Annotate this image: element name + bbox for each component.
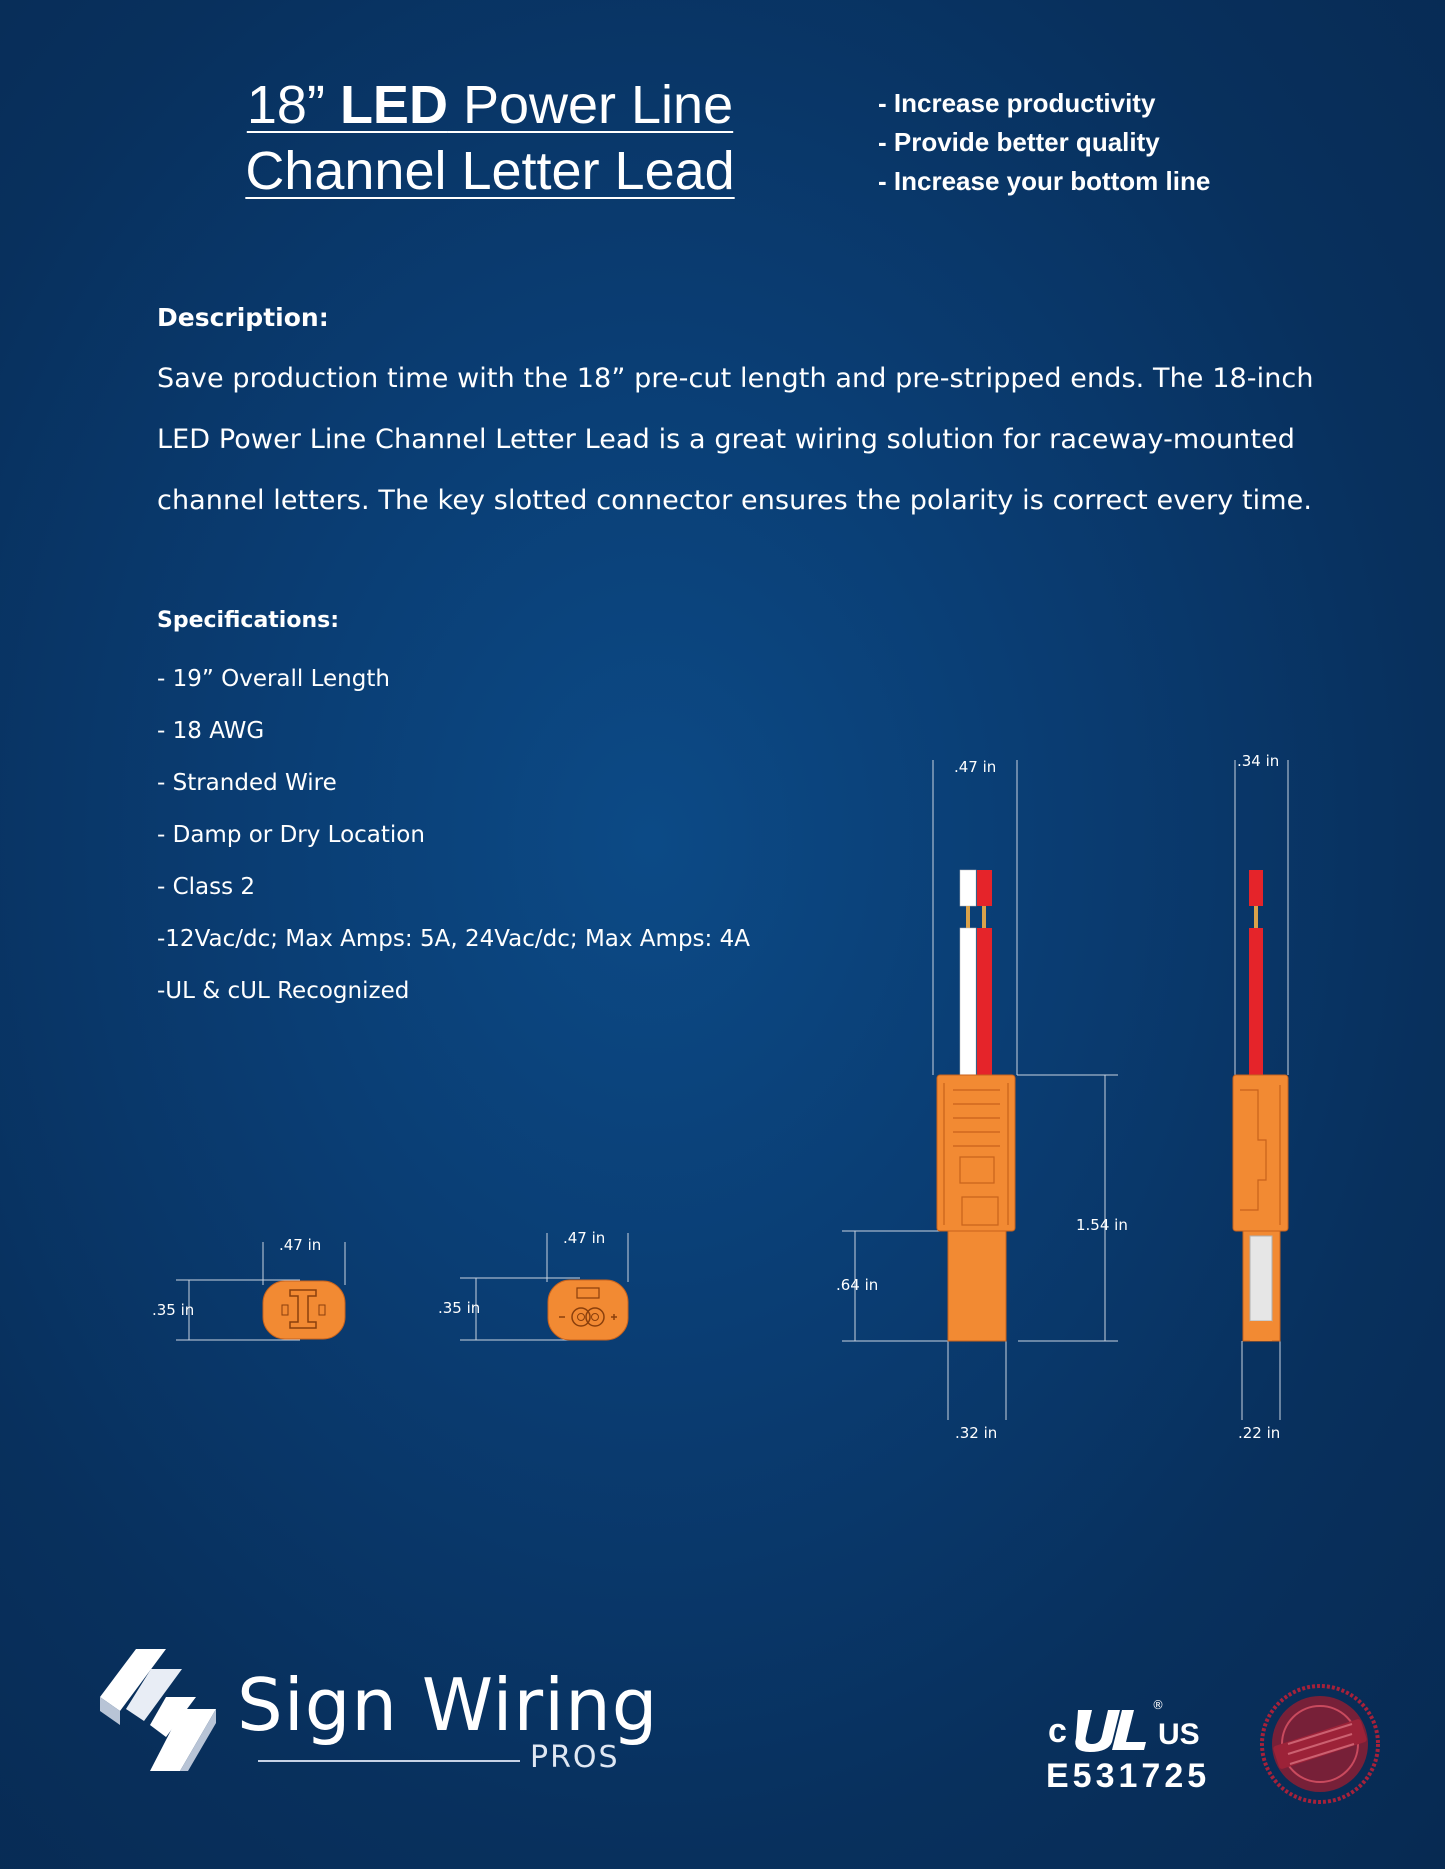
ul-registered: ® [1152, 1698, 1164, 1712]
spec-item: - 18 AWG [157, 718, 265, 744]
sign-wiring-logo-icon [96, 1645, 221, 1775]
benefit-item: - Increase your bottom line [878, 166, 1211, 196]
benefit-item: - Increase productivity [878, 88, 1156, 118]
title-suffix: Power Line [447, 75, 734, 135]
spec-item: - 19” Overall Length [157, 666, 390, 692]
dim-end1-width: .47 in [279, 1236, 322, 1254]
connector-side-view [1233, 870, 1288, 1341]
dim-end1-height: .35 in [152, 1301, 195, 1319]
spec-item: -12Vac/dc; Max Amps: 5A, 24Vac/dc; Max Amps: 4A [157, 926, 750, 952]
patented-seal-icon [1258, 1682, 1382, 1806]
ul-mark [1048, 1698, 1218, 1754]
title-prefix: 18” [246, 75, 340, 135]
title-line-2: Channel Letter Lead [245, 141, 735, 201]
description-body: Save production time with the 18” pre-cut length and pre-stripped ends. The 18-inch LED Power Line Channel Letter Lead is a great wiring solution for raceway-mounted channel letters. The key slotted connector ensures the polarity is correct every time. [157, 363, 1314, 516]
dim-front-width: .47 in [954, 758, 997, 776]
dim-body-height: 1.54 in [1076, 1216, 1128, 1234]
spec-item: - Damp or Dry Location [157, 822, 425, 848]
dim-end2-width: .47 in [563, 1229, 606, 1247]
ul-number: E531725 [1046, 1757, 1211, 1795]
benefit-item: - Provide better quality [878, 127, 1160, 157]
dim-side-width: .34 in [1237, 752, 1280, 770]
dim-end2-height: .35 in [438, 1299, 481, 1317]
connector-end-view-1 [263, 1281, 345, 1339]
ul-c: c [1048, 1712, 1067, 1750]
description-heading: Description: [157, 303, 329, 332]
brand-divider [258, 1760, 520, 1762]
spec-item: -UL & cUL Recognized [157, 978, 410, 1004]
dim-plug-height: .64 in [836, 1276, 879, 1294]
dim-plug-width-front: .32 in [955, 1424, 998, 1442]
brand-sub: PROS [530, 1740, 620, 1775]
title-bold: LED [339, 75, 448, 135]
connector-front-view [937, 870, 1015, 1341]
specifications-heading: Specifications: [157, 608, 340, 633]
spec-item: - Class 2 [157, 874, 256, 900]
connector-end-view-2 [548, 1280, 628, 1340]
spec-item: - Stranded Wire [157, 770, 337, 796]
dim-plug-width-side: .22 in [1238, 1424, 1281, 1442]
ul-us: US [1158, 1718, 1200, 1751]
ul-logo-icon [1072, 1706, 1152, 1754]
brand-name: Sign Wiring [237, 1663, 659, 1747]
